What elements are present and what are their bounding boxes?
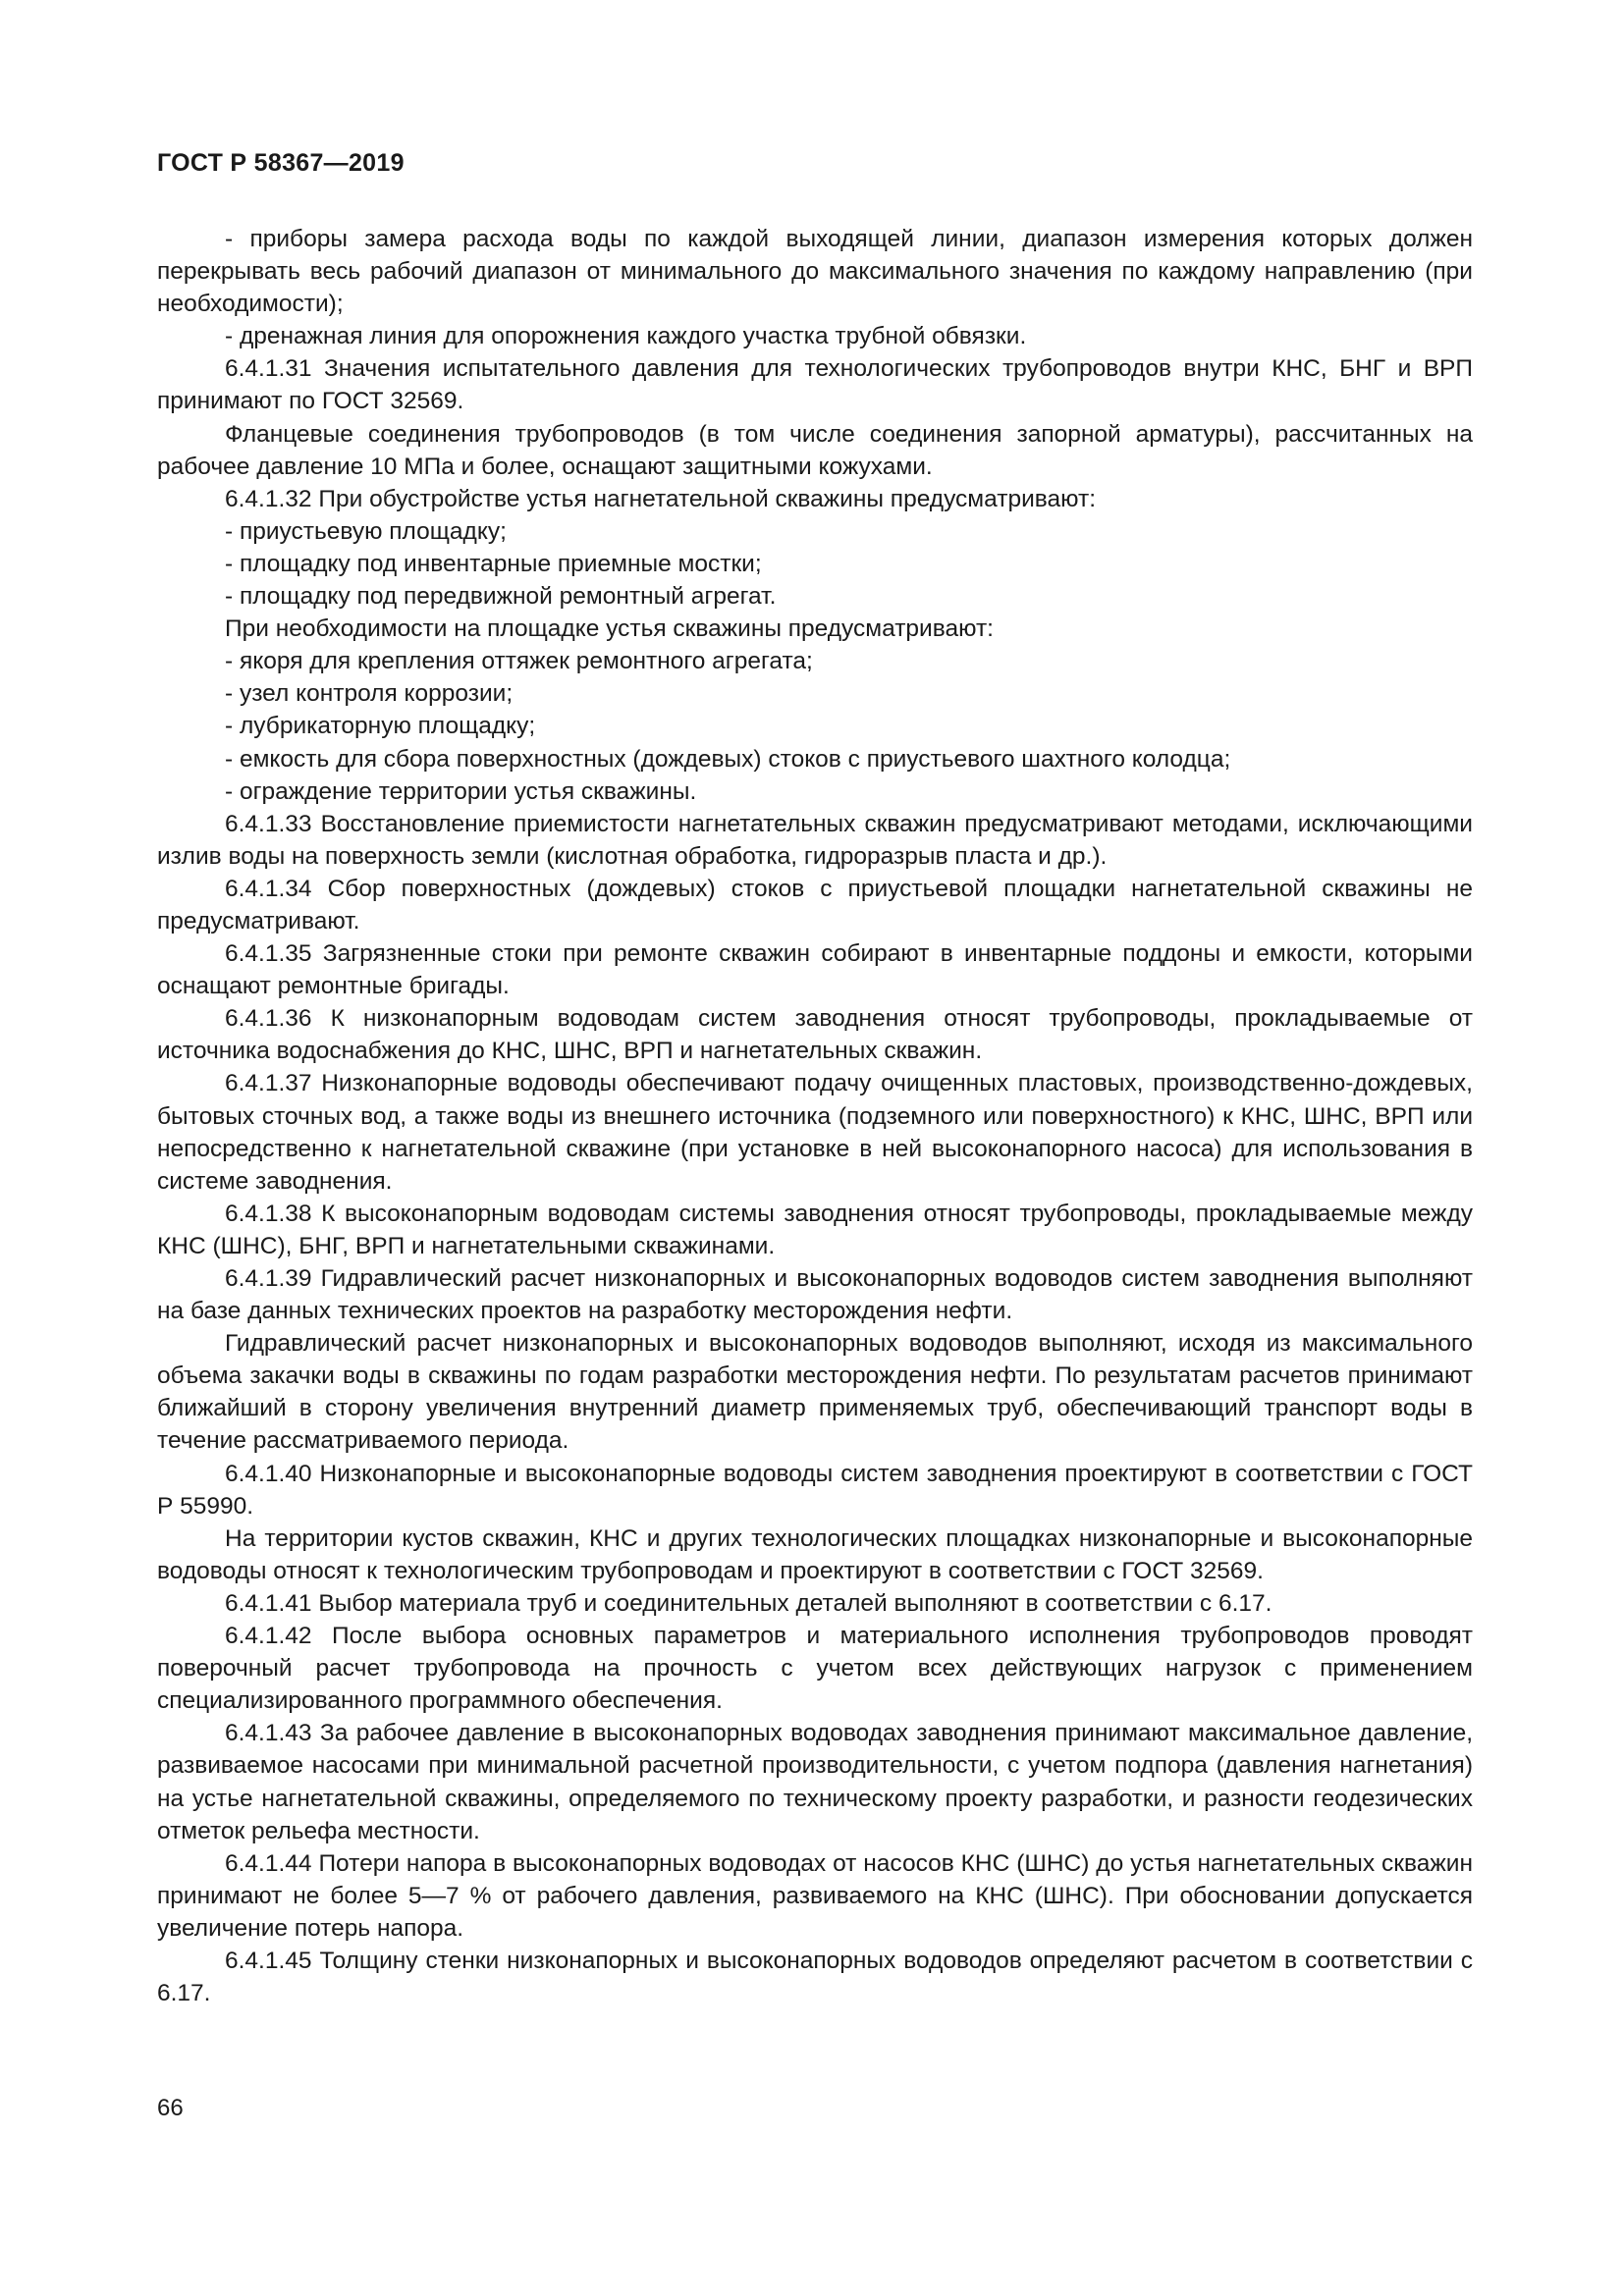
paragraph: 6.4.1.45 Толщину стенки низконапорных и высоконапорных водоводов определяют расчетом в соответствии с 6.17. [157, 1947, 1473, 2007]
paragraph: 6.4.1.39 Гидравлический расчет низконапорных и высоконапорных водоводов систем заводнения выполняют на базе данных технических проектов на разработку месторождения нефти. [157, 1265, 1473, 1325]
list-item: - якоря для крепления оттяжек ремонтного агрегата; [225, 648, 813, 675]
paragraph: 6.4.1.40 Низконапорные и высоконапорные водоводы систем заводнения проектируют в соответствии с ГОСТ Р 55990. [157, 1460, 1473, 1520]
paragraph: 6.4.1.37 Низконапорные водоводы обеспечивают подачу очищенных пластовых, производственно-дождевых, бытовых сточных вод, а также воды из внешнего источника (подземного или поверхностного) к КНС, ШНС, ВРП или непосредственно к нагнетательной скважине (при установке в ней высоконапорного насоса) для использования в системе заводнения. [157, 1070, 1473, 1195]
paragraph: 6.4.1.34 Сбор поверхностных (дождевых) стоков с приустьевой площадки нагнетательной скважины не предусматривают. [157, 875, 1473, 934]
document-header: ГОСТ Р 58367—2019 [157, 149, 405, 177]
list-item: - узел контроля коррозии; [225, 680, 514, 708]
document-body [157, 223, 1473, 2009]
paragraph: 6.4.1.35 Загрязненные стоки при ремонте скважин собирают в инвентарные поддоны и емкости, которыми оснащают ремонтные бригады. [157, 940, 1473, 1000]
list-item: - ограждение территории устья скважины. [225, 777, 697, 805]
paragraph: Гидравлический расчет низконапорных и высоконапорных водоводов выполняют, исходя из максимального объема закачки воды в скважины по годам разработки месторождения нефти. По результатам расчетов принимают ближайший в сторону увеличения внутренний диаметр применяемых труб, обеспечивающий транспорт воды в течение рассматриваемого периода. [157, 1330, 1473, 1455]
paragraph: 6.4.1.32 При обустройстве устья нагнетательной скважины предусматривают: [225, 485, 1097, 512]
paragraph: 6.4.1.44 Потери напора в высоконапорных водоводах от насосов КНС (ШНС) до устья нагнетательных скважин принимают не более 5—7 % от рабочего давления, развиваемого на КНС (ШНС). При обосновании допускается увеличение потерь напора. [157, 1849, 1473, 1942]
paragraph: 6.4.1.43 За рабочее давление в высоконапорных водоводах заводнения принимают максимальное давление, развиваемое насосами при минимальной расчетной производительности, с учетом подпора (давления нагнетания) на устье нагнетательной скважины, определяемого по техническому проекту разработки, и разности геодезических отметок рельефа местности. [157, 1720, 1473, 1844]
page-number: 66 [157, 2095, 184, 2121]
list-item: - лубрикаторную площадку; [225, 713, 536, 740]
paragraph: 6.4.1.31 Значения испытательного давления для технологических трубопроводов внутри КНС, БНГ и ВРП принимают по ГОСТ 32569. [157, 355, 1473, 415]
list-item: - емкость для сбора поверхностных (дождевых) стоков с приустьевого шахтного колодца; [225, 745, 1231, 773]
paragraph: 6.4.1.33 Восстановление приемистости нагнетательных скважин предусматривают методами, исключающими излив воды на поверхность земли (кислотная обработка, гидроразрыв пласта и др.). [157, 810, 1473, 870]
list-item: - площадку под передвижной ремонтный агрегат. [225, 583, 777, 611]
paragraph: 6.4.1.38 К высоконапорным водоводам системы заводнения относят трубопроводы, прокладываемые между КНС (ШНС), БНГ, ВРП и нагнетательными скважинами. [157, 1200, 1473, 1259]
paragraph: - дренажная линия для опорожнения каждого участка трубной обвязки. [225, 323, 1027, 350]
paragraph: 6.4.1.36 К низконапорным водоводам систем заводнения относят трубопроводы, прокладываемые от источника водоснабжения до КНС, ШНС, ВРП и нагнетательных скважин. [157, 1005, 1473, 1065]
list-item: - площадку под инвентарные приемные мостки; [225, 550, 762, 577]
paragraph: - приборы замера расхода воды по каждой выходящей линии, диапазон измерения которых должен перекрывать весь рабочий диапазон от минимального до максимального значения по каждому направлению (при необходимости); [157, 226, 1473, 318]
paragraph: 6.4.1.41 Выбор материала труб и соединительных деталей выполняют в соответствии с 6.17. [225, 1589, 1272, 1617]
paragraph: 6.4.1.42 После выбора основных параметров и материального исполнения трубопроводов проводят поверочный расчет трубопровода на прочность с учетом всех действующих нагрузок с применением специализированного программного обеспечения. [157, 1623, 1473, 1715]
paragraph: На территории кустов скважин, КНС и других технологических площадках низконапорные и высоконапорные водоводы относят к технологическим трубопроводам и проектируют в соответствии с ГОСТ 32569. [157, 1524, 1473, 1584]
paragraph: Фланцевые соединения трубопроводов (в том числе соединения запорной арматуры), рассчитанных на рабочее давление 10 МПа и более, оснащают защитными кожухами. [157, 420, 1473, 480]
paragraph: При необходимости на площадке устья скважины предусматривают: [225, 615, 994, 643]
list-item: - приустьевую площадку; [225, 517, 507, 545]
